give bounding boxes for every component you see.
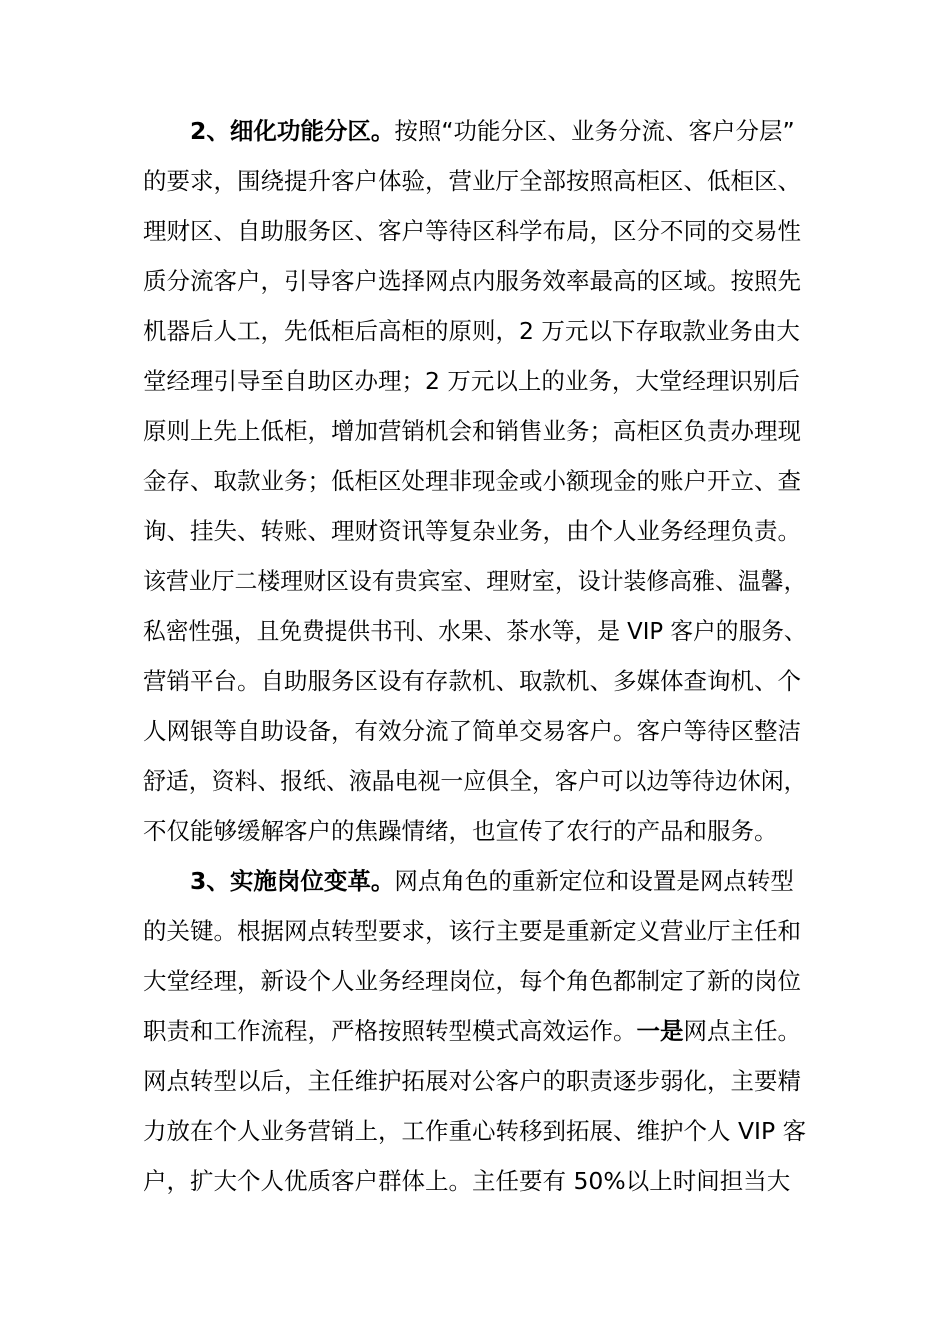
section-heading-3: 3、实施岗位变革。 (190, 867, 395, 895)
text-line (143, 356, 800, 406)
text-run: 的要求，围绕提升客户体验，营业厅全部按照高柜区、低柜区、 (143, 167, 801, 195)
text-run: 机器后人工，先低柜后高柜的原则，2 万元以下存取款业务由大 (143, 317, 800, 345)
text-run: 户，扩大个人优质客户群体上。主任要有 50%以上时间担当大 (143, 1167, 791, 1195)
text-run: 理财区、自助服务区、客户等待区科学布局，区分不同的交易性 (143, 217, 801, 245)
text-run: 职责和工作流程，严格按照转型模式高效运作。 (143, 1017, 637, 1045)
text-line (143, 956, 801, 1006)
text-run: 大堂经理，新设个人业务经理岗位，每个角色都制定了新的岗位 (143, 967, 801, 995)
text-line (143, 1106, 806, 1156)
text-run: 力放在个人业务营销上，工作重心转移到拓展、维护个人 VIP 客 (143, 1117, 807, 1145)
text-run: 营销平台。自助服务区设有存款机、取款机、多媒体查询机、个 (143, 667, 801, 695)
text-run: 按照“功能分区、业务分流、客户分层” (394, 117, 795, 145)
text-line (143, 656, 801, 706)
text-run: 原则上先上低柜，增加营销机会和销售业务；高柜区负责办理现 (143, 417, 801, 445)
text-line (143, 556, 807, 606)
text-line (190, 106, 795, 156)
text-run: 网点角色的重新定位和设置是网点转型 (394, 867, 794, 895)
text-line (143, 1006, 801, 1056)
text-run: 人网银等自助设备，有效分流了简单交易客户。客户等待区整洁 (143, 717, 801, 745)
text-run: 的关键。根据网点转型要求，该行主要是重新定义营业厅主任和 (143, 917, 801, 945)
text-line (143, 606, 807, 656)
text-line (143, 456, 801, 506)
text-line (143, 506, 801, 556)
emphasis-label: 一是 (636, 1017, 684, 1045)
text-run: 网点主任。 (683, 1017, 801, 1045)
text-run: 堂经理引导至自助区办理；2 万元以上的业务，大堂经理识别后 (143, 367, 800, 395)
text-line (143, 756, 807, 806)
text-run: 该营业厅二楼理财区设有贵宾室、理财室，设计装修高雅、温馨， (143, 567, 807, 595)
text-run: 金存、取款业务；低柜区处理非现金或小额现金的账户开立、查 (143, 467, 801, 495)
text-run: 质分流客户，引导客户选择网点内服务效率最高的区域。按照先 (143, 267, 801, 295)
text-run: 舒适，资料、报纸、液晶电视一应俱全，客户可以边等待边休闲， (143, 767, 807, 795)
text-run: 网点转型以后，主任维护拓展对公客户的职责逐步弱化，主要精 (143, 1067, 801, 1095)
text-line (143, 906, 801, 956)
text-line (143, 256, 801, 306)
text-line (143, 1056, 801, 1106)
text-line (143, 706, 801, 756)
text-line (143, 406, 801, 456)
text-run: 询、挂失、转账、理财资讯等复杂业务，由个人业务经理负责。 (143, 517, 801, 545)
text-line (143, 306, 800, 356)
text-line (143, 806, 778, 856)
text-line (143, 1156, 790, 1206)
text-run: 私密性强，且免费提供书刊、水果、茶水等，是 VIP 客户的服务、 (143, 617, 807, 645)
text-line (190, 856, 794, 906)
text-run: 不仅能够缓解客户的焦躁情绪，也宣传了农行的产品和服务。 (143, 817, 778, 845)
section-heading-2: 2、细化功能分区。 (190, 117, 395, 145)
text-line (143, 206, 801, 256)
text-line (143, 156, 801, 206)
